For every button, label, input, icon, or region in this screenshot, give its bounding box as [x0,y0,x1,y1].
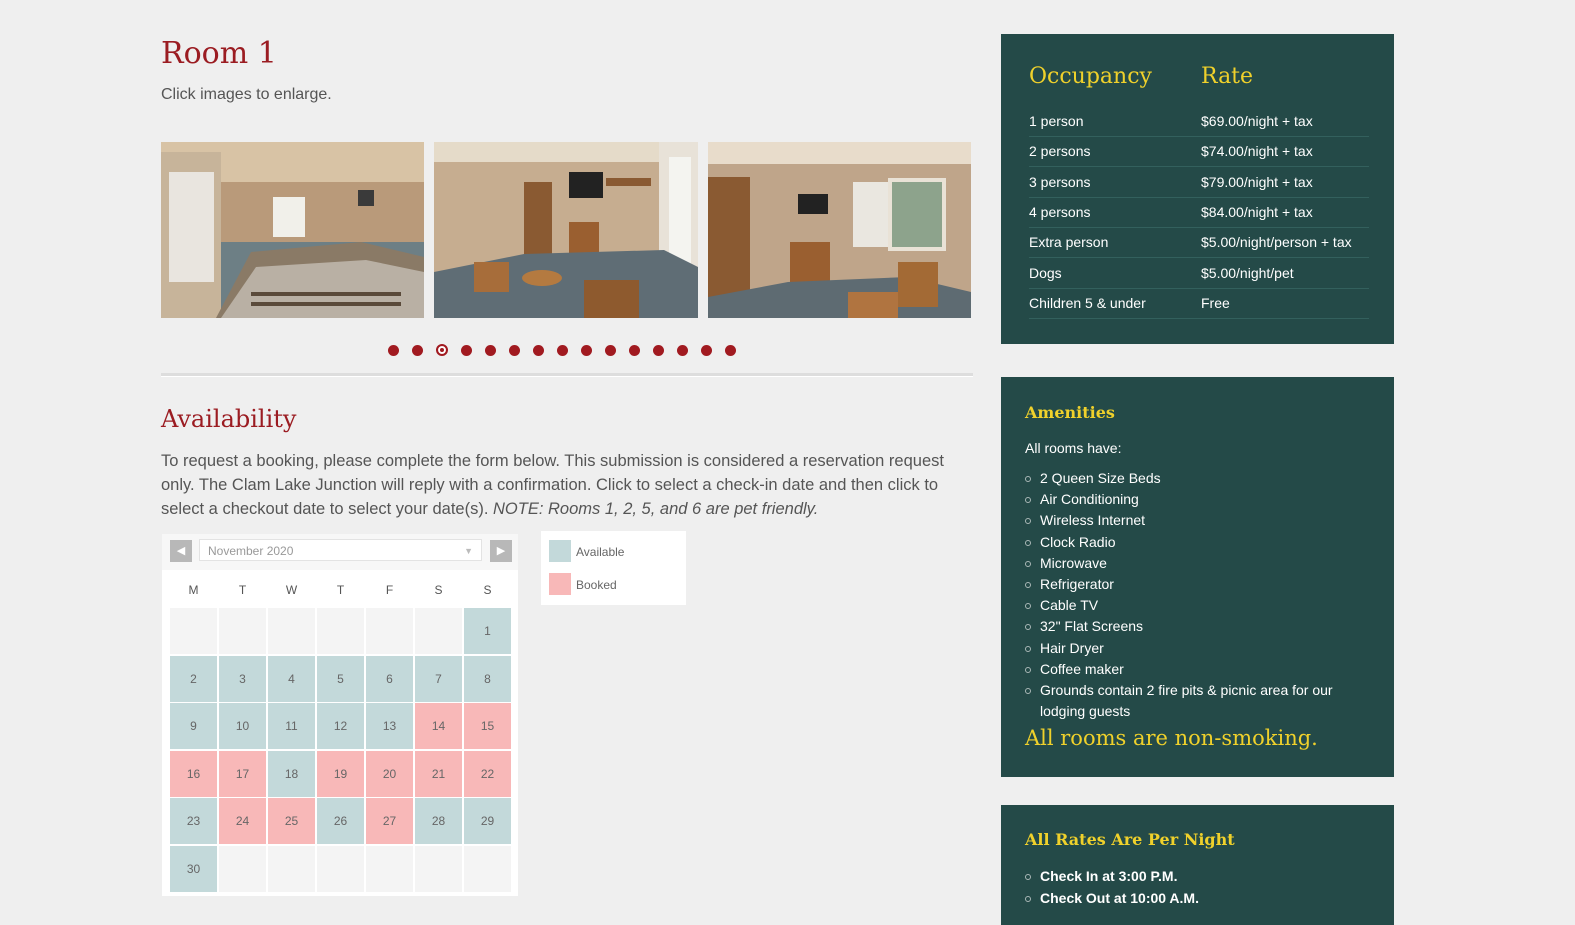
weekday-header: T [238,583,247,597]
occupancy-cell: Dogs [1029,264,1062,281]
gallery-dot[interactable] [605,345,616,356]
chevron-left-icon: ◀ [176,545,186,557]
calendar-day[interactable]: 12 [317,703,364,749]
calendar-empty-cell [219,846,266,892]
calendar-day[interactable]: 25 [268,798,315,844]
calendar-day[interactable]: 7 [415,656,462,702]
page-title: Room 1 [161,36,277,71]
rate-row [1029,167,1369,198]
occupancy-cell: 3 persons [1029,173,1091,190]
room-photo-2[interactable] [434,142,698,318]
month-label: November 2020 [208,544,294,558]
gallery-dot[interactable] [436,344,448,356]
calendar-day[interactable]: 10 [219,703,266,749]
room-photo-1[interactable] [161,142,424,318]
rate-cell: $74.00/night + tax [1201,143,1313,160]
rate-cell: $69.00/night + tax [1201,113,1313,129]
availability-description [161,449,975,521]
rate-row [1029,136,1369,167]
rate-row [1029,227,1369,258]
occupancy-cell: 2 persons [1029,143,1091,160]
gallery-dot[interactable] [485,345,496,356]
calendar-empty-cell [219,608,266,654]
calendar-empty-cell [464,846,511,892]
calendar-day[interactable]: 28 [415,798,462,844]
chevron-right-icon: ▶ [496,545,506,557]
amenities-title: Amenities [1025,403,1115,422]
calendar-day[interactable]: 19 [317,751,364,797]
chevron-down-icon: ▼ [464,546,473,556]
gallery-dot[interactable] [677,345,688,356]
availability-calendar [162,534,518,896]
calendar-empty-cell [317,608,364,654]
calendar-day[interactable]: 6 [366,656,413,702]
calendar-empty-cell [268,846,315,892]
available-swatch [549,540,571,562]
amenities-list [1025,468,1355,722]
calendar-empty-cell [366,608,413,654]
check-out-time: Check Out at 10:00 A.M. [1025,888,1199,910]
check-in-time: Check In at 3:00 P.M. [1025,866,1199,888]
rate-heading: Rate [1201,64,1254,89]
calendar-day[interactable]: 8 [464,656,511,702]
rate-row [1029,106,1369,137]
weekday-header: S [434,583,443,597]
calendar-empty-cell [170,608,217,654]
calendar-day[interactable]: 21 [415,751,462,797]
calendar-empty-cell [415,846,462,892]
next-month-button[interactable] [490,540,512,562]
calendar-day[interactable]: 20 [366,751,413,797]
gallery-pagination [388,342,748,358]
weekday-header: M [188,583,199,597]
list-item: Refrigerator [1025,574,1355,595]
gallery-dot[interactable] [461,345,472,356]
calendar-empty-cell [415,608,462,654]
list-item: Air Conditioning [1025,489,1355,510]
calendar-empty-cell [268,608,315,654]
calendar-day[interactable]: 22 [464,751,511,797]
occupancy-heading: Occupancy [1029,64,1152,89]
prev-month-button[interactable] [170,540,192,562]
rate-cell: Free [1201,294,1230,311]
calendar-grid [162,570,518,896]
calendar-day[interactable]: 29 [464,798,511,844]
calendar-day[interactable]: 15 [464,703,511,749]
gallery-dot[interactable] [388,345,399,356]
list-item: Clock Radio [1025,532,1355,553]
gallery-dot[interactable] [557,345,568,356]
calendar-day[interactable]: 30 [170,846,217,892]
availability-title: Availability [161,405,297,433]
rate-row [1029,288,1369,319]
calendar-day[interactable]: 2 [170,656,217,702]
calendar-day[interactable]: 3 [219,656,266,702]
gallery-dot[interactable] [533,345,544,356]
calendar-day[interactable]: 27 [366,798,413,844]
rate-cell: $5.00/night/person + tax [1201,234,1352,251]
rules-title: All Rates Are Per Night [1025,830,1235,849]
calendar-day[interactable]: 24 [219,798,266,844]
calendar-empty-cell [366,846,413,892]
calendar-day[interactable]: 26 [317,798,364,844]
gallery-dot[interactable] [412,345,423,356]
list-item: Grounds contain 2 fire pits & picnic area for our lodging guests [1025,680,1355,722]
rate-cell: $84.00/night + tax [1201,203,1313,220]
gallery-dot[interactable] [581,345,592,356]
weekday-header: S [483,583,492,597]
occupancy-cell: 4 persons [1029,203,1091,220]
section-divider [161,373,973,377]
calendar-day[interactable]: 17 [219,751,266,797]
list-item: Coffee maker [1025,659,1355,680]
list-item: Microwave [1025,553,1355,574]
list-item: 32" Flat Screens [1025,616,1355,637]
rate-row [1029,197,1369,228]
list-item: 2 Queen Size Beds [1025,468,1355,489]
weekday-header: W [285,583,298,597]
list-item: Cable TV [1025,595,1355,616]
calendar-day[interactable]: 13 [366,703,413,749]
rate-cell: $5.00/night/pet [1201,264,1294,281]
calendar-legend [541,531,686,605]
calendar-day[interactable]: 11 [268,703,315,749]
calendar-day[interactable]: 14 [415,703,462,749]
calendar-day[interactable]: 1 [464,608,511,654]
gallery-dot[interactable] [509,345,520,356]
rules-list [1025,866,1199,909]
gallery-dot[interactable] [701,345,712,356]
weekday-header: F [385,583,394,597]
list-item: Hair Dryer [1025,638,1355,659]
non-smoking-note: All rooms are non-smoking. [1025,726,1318,750]
month-select[interactable] [199,539,482,561]
availability-text: To request a booking, please complete the form below. This submission is considered a reservation request only. The Clam Lake Junction will reply with a confirmation. Click to select a check-in date and then click to select a checkout date to select your date(s). [161,452,944,518]
enlarge-hint: Click images to enlarge. [161,86,332,103]
room-photo-3[interactable] [708,142,971,318]
calendar-day[interactable]: 4 [268,656,315,702]
rate-row [1029,258,1369,289]
calendar-day[interactable]: 18 [268,751,315,797]
gallery-dot[interactable] [725,345,736,356]
calendar-empty-cell [317,846,364,892]
legend-available-label: Available [576,545,625,559]
occupancy-cell: Children 5 & under [1029,294,1146,311]
booked-swatch [549,573,571,595]
occupancy-cell: 1 person [1029,113,1084,129]
calendar-day[interactable]: 5 [317,656,364,702]
gallery-dot[interactable] [653,345,664,356]
occupancy-cell: Extra person [1029,234,1109,251]
list-item: Wireless Internet [1025,510,1355,531]
calendar-day[interactable]: 9 [170,703,217,749]
legend-booked-label: Booked [576,578,617,592]
pet-friendly-note: NOTE: Rooms 1, 2, 5, and 6 are pet friendly. [493,500,819,518]
gallery-dot[interactable] [629,345,640,356]
rate-cell: $79.00/night + tax [1201,173,1313,190]
amenities-intro: All rooms have: [1025,440,1122,456]
calendar-day[interactable]: 23 [170,798,217,844]
calendar-day[interactable]: 16 [170,751,217,797]
weekday-header: T [336,583,345,597]
